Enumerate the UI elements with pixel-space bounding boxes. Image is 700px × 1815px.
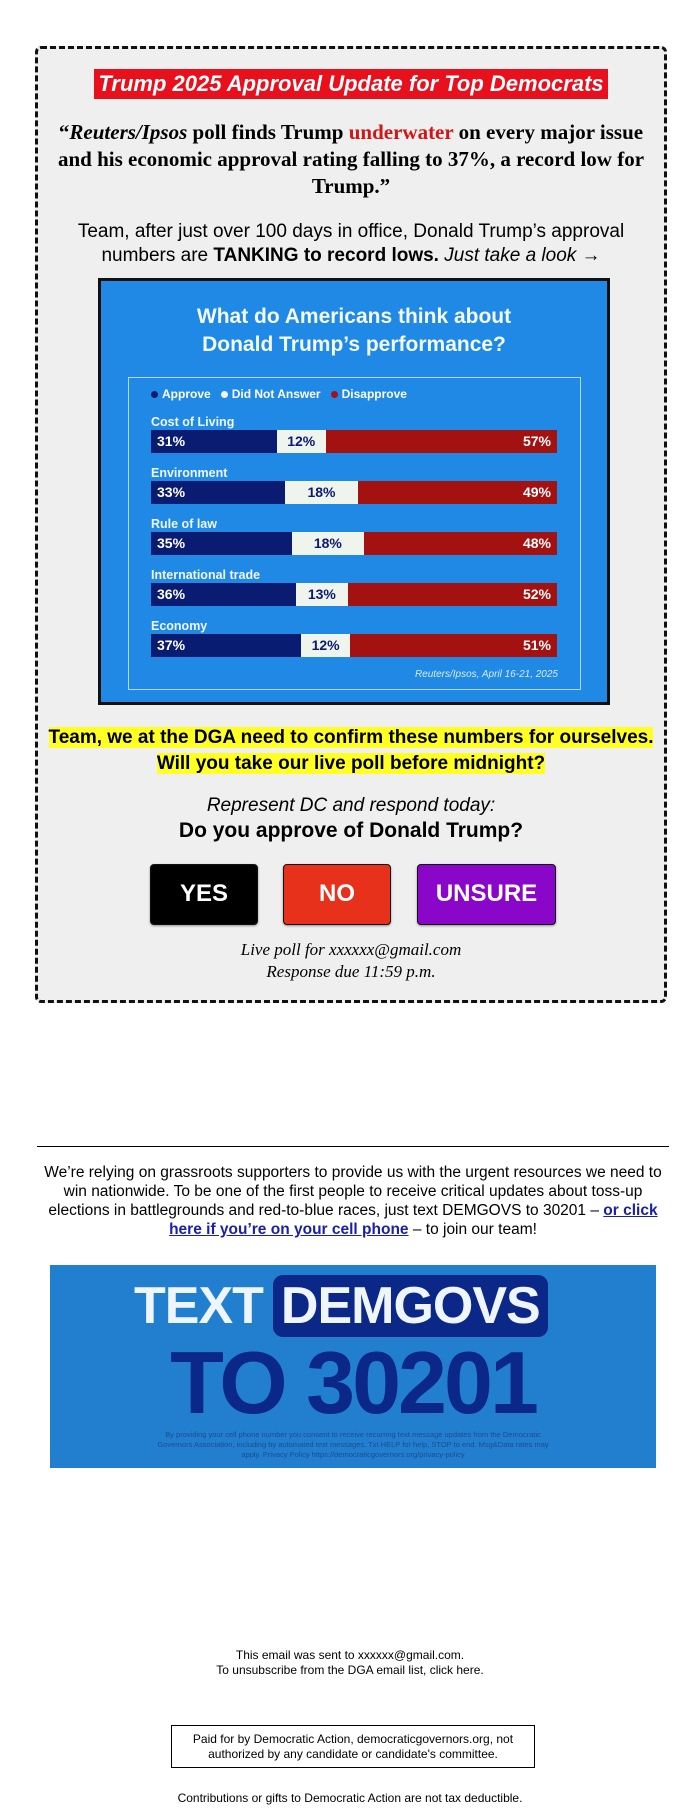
chart-legend: [151, 387, 407, 401]
headline: Trump 2025 Approval Update for Top Democrats: [94, 69, 607, 99]
stacked-bar: [151, 583, 557, 606]
legend-label: Approve: [162, 387, 211, 401]
grassroots-text: [38, 1163, 668, 1239]
chart-source: Reuters/Ipsos, April 16-21, 2025: [414, 669, 558, 680]
sent-to-text: This email was sent to xxxxxx@gmail.com.: [235, 1648, 465, 1662]
text-demgovs-banner[interactable]: [50, 1265, 656, 1468]
category-label: International trade: [151, 568, 261, 582]
no-button[interactable]: NO: [283, 864, 391, 925]
stacked-bar: [151, 430, 557, 453]
bar-group-rule-of-law: [151, 516, 557, 555]
bar-group-cost-of-living: [151, 414, 557, 453]
quote-source: Reuters/Ipsos: [69, 120, 188, 144]
stacked-bar: [151, 532, 557, 555]
reuters-quote: [52, 119, 650, 200]
response-due: Response due 11:59 p.m.: [266, 962, 436, 981]
approve-bar: 37%: [151, 634, 301, 657]
live-poll-email: Live poll for xxxxxx@gmail.com: [240, 940, 462, 959]
signup-part2: – to join our team!: [408, 1221, 537, 1238]
banner-number: TO 30201: [170, 1333, 536, 1432]
yes-button[interactable]: YES: [150, 864, 258, 925]
approve-bar: 33%: [151, 481, 285, 504]
category-label: Environment: [151, 466, 228, 480]
banner-row1: [134, 1275, 548, 1337]
stacked-bar: [151, 481, 557, 504]
bar-group-economy: [151, 618, 557, 657]
chart-title-line1: What do Americans think about: [196, 305, 512, 328]
disapprove-bar: 49%: [358, 481, 557, 504]
category-label: Rule of law: [151, 517, 217, 531]
unsure-button[interactable]: UNSURE: [417, 864, 556, 925]
poll-question: Do you approve of Donald Trump?: [178, 819, 524, 842]
did-not-answer-bar: 18%: [285, 481, 358, 504]
poll-meta: [38, 939, 664, 983]
bar-group-environment: [151, 465, 557, 504]
live-poll-card: [35, 46, 667, 1003]
footer-sent: [0, 1648, 700, 1678]
banner-fine-print: By providing your cell phone number you consent to receive recurring text message updates from the Democratic Governors Association, including by automated text messages. Txt HELP for help, STOP to end. Msg&Data rates may apply. Privacy Policy https://democraticgovernors.org/privacy-policy: [157, 1430, 549, 1459]
bar-group-international-trade: [151, 567, 557, 606]
category-label: Economy: [151, 619, 208, 633]
approval-chart: [98, 278, 610, 705]
legend-item-approve: [151, 387, 211, 401]
banner-keyword: DEMGOVS: [273, 1275, 548, 1337]
legend-dot: [221, 391, 228, 398]
cta-wrap: [38, 725, 664, 777]
approve-bar: 36%: [151, 583, 296, 606]
legend-item-disapprove: [331, 387, 407, 401]
quote-open: “: [58, 120, 70, 144]
disapprove-bar: 48%: [364, 532, 557, 555]
did-not-answer-bar: 12%: [301, 634, 350, 657]
disapprove-bar: 57%: [326, 430, 557, 453]
did-not-answer-bar: 12%: [277, 430, 326, 453]
legend-dot: [151, 391, 158, 398]
cta-highlight: Team, we at the DGA need to confirm these numbers for ourselves. Will you take our live poll before midnight?: [48, 727, 654, 774]
did-not-answer-bar: 18%: [292, 532, 364, 555]
represent-text: Represent DC and respond today:: [206, 795, 496, 816]
legend-dot: [331, 391, 338, 398]
category-label: Cost of Living: [151, 415, 235, 429]
did-not-answer-bar: 13%: [296, 583, 348, 606]
intro-italic: Just take a look →: [438, 245, 601, 266]
divider: [37, 1146, 669, 1147]
legend-item-did-not-answer: [221, 387, 321, 401]
chart-title: [101, 303, 607, 359]
disapprove-bar: 52%: [348, 583, 557, 606]
paid-for-disclaimer: Paid for by Democratic Action, democraticgovernors.org, not authorized by any candidate or candidate's committee.: [171, 1725, 535, 1768]
headline-wrap: [38, 69, 664, 99]
signup-part1: We’re relying on grassroots supporters to provide us with the urgent resources we need to win nationwide. To be one of the first people to receive critical updates about toss-up elections in battlegrounds and red-to-blue races, just text DEMGOVS to 30201 –: [44, 1164, 662, 1219]
approve-bar: 35%: [151, 532, 292, 555]
chart-panel: [128, 377, 581, 690]
approve-bar: 31%: [151, 430, 277, 453]
intro-bold: TANKING to record lows.: [213, 245, 439, 266]
quote-part2: on every major issue and his economic approval rating falling to 37%, a record low for Trump.”: [57, 120, 645, 198]
quote-underwater: underwater: [348, 120, 454, 144]
intro-text: [56, 220, 646, 268]
contributions-note: Contributions or gifts to Democratic Action are not tax deductible.: [177, 1791, 523, 1805]
unsubscribe-link[interactable]: To unsubscribe from the DGA email list, click here.: [216, 1663, 484, 1677]
legend-label: Disapprove: [341, 387, 407, 401]
stacked-bar: [151, 634, 557, 657]
cell-phone-link[interactable]: or click here if you’re on your cell phone: [169, 1202, 658, 1238]
banner-text-word: TEXT: [134, 1277, 263, 1335]
disapprove-bar: 51%: [350, 634, 557, 657]
quote-part1: poll finds Trump: [187, 120, 349, 144]
legend-label: Did Not Answer: [231, 387, 321, 401]
intro-part1: Team, after just over 100 days in office, Donald Trump’s approval numbers are: [77, 221, 625, 266]
chart-title-line2: Donald Trump’s performance?: [202, 333, 506, 356]
